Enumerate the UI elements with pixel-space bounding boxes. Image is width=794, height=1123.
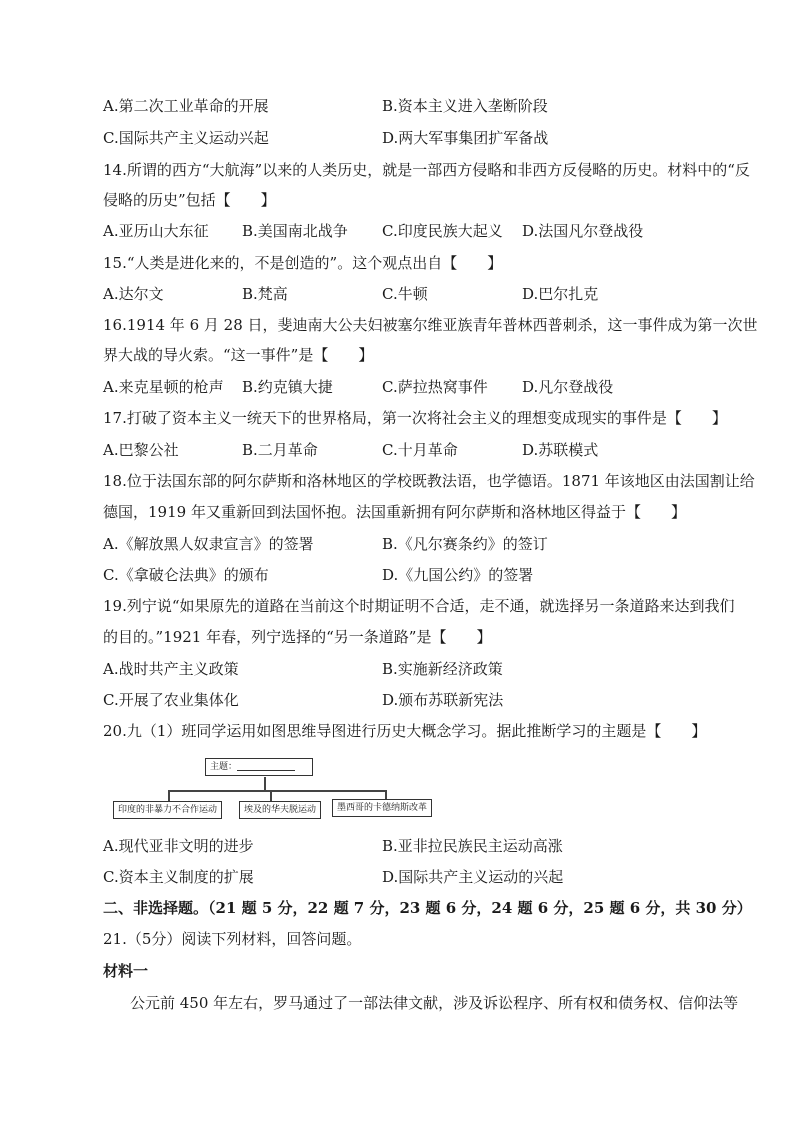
q20-stem: 20.九（1）班同学运用如图思维导图进行历史大概念学习。据此推断学习的主题是【 】	[103, 722, 707, 740]
q13-option-b: B.资本主义进入垄断阶段	[382, 97, 548, 115]
mind-map-connector-right	[385, 790, 387, 799]
mind-map-topic-blank	[237, 770, 295, 771]
q16-option-a: A.来克星顿的枪声	[103, 378, 224, 396]
q18-stem-line1: 18.位于法国东部的阿尔萨斯和洛林地区的学校既教法语，也学德语。1871 年该地区由法国割让给	[103, 472, 755, 490]
material-text: 公元前 450 年左右，罗马通过了一部法律文献，涉及诉讼程序、所有权和债务权、信仰法等	[130, 994, 739, 1012]
mind-map-topic-box	[205, 758, 313, 776]
q18-option-a: A.《解放黑人奴隶宣言》的签署	[103, 535, 314, 553]
q16-stem-line2: 界大战的导火索。“这一事件”是【 】	[103, 346, 374, 364]
mind-map-node-mexico: 墨西哥的卡德纳斯改革	[332, 799, 432, 817]
q19-option-a: A.战时共产主义政策	[103, 660, 239, 678]
mind-map-diagram	[105, 750, 575, 830]
q19-option-d: D.颁布苏联新宪法	[382, 691, 504, 709]
q15-stem: 15.“人类是进化来的，不是创造的”。这个观点出自【 】	[103, 254, 503, 272]
q18-stem-line2: 德国，1919 年又重新回到法国怀抱。法国重新拥有阿尔萨斯和洛林地区得益于【 】	[103, 503, 686, 521]
q13-option-a: A.第二次工业革命的开展	[103, 97, 269, 115]
q14-option-c: C.印度民族大起义	[382, 222, 503, 240]
q16-stem-line1: 16.1914 年 6 月 28 日，斐迪南大公夫妇被塞尔维亚族青年普林西普刺杀，这一事件成为第一次世	[103, 316, 758, 334]
q17-option-b: B.二月革命	[242, 441, 318, 459]
mind-map-connector-bar	[168, 790, 386, 792]
q15-option-a: A.达尔文	[103, 285, 164, 303]
mind-map-connector-stem	[264, 777, 266, 791]
q18-option-c: C.《拿破仑法典》的颁布	[103, 566, 269, 584]
q13-option-d: D.两大军事集团扩军备战	[382, 129, 549, 147]
q15-option-d: D.巴尔扎克	[522, 285, 599, 303]
q19-stem-line1: 19.列宁说“如果原先的道路在当前这个时期证明不合适，走不通，就选择另一条道路来达到我们	[103, 597, 735, 615]
q20-option-a: A.现代亚非文明的进步	[103, 837, 254, 855]
q20-option-b: B.亚非拉民族民主运动高涨	[382, 837, 563, 855]
q19-option-b: B.实施新经济政策	[382, 660, 503, 678]
q17-option-a: A.巴黎公社	[103, 441, 179, 459]
q17-option-c: C.十月革命	[382, 441, 458, 459]
q14-stem-line1: 14.所谓的西方“大航海”以来的人类历史，就是一部西方侵略和非西方反侵略的历史。材料中的“反	[103, 161, 750, 179]
q20-option-c: C.资本主义制度的扩展	[103, 868, 254, 886]
q16-option-b: B.约克镇大捷	[242, 378, 333, 396]
mind-map-node-egypt: 埃及的华夫脱运动	[239, 801, 321, 819]
q14-option-d: D.法国凡尔登战役	[522, 222, 644, 240]
q19-option-c: C.开展了农业集体化	[103, 691, 239, 709]
q14-option-b: B.美国南北战争	[242, 222, 348, 240]
mind-map-connector-left	[168, 790, 170, 801]
mind-map-connector-middle	[270, 790, 272, 801]
q17-option-d: D.苏联模式	[522, 441, 599, 459]
q15-option-c: C.牛顿	[382, 285, 428, 303]
material-label: 材料一	[103, 962, 149, 980]
q18-option-d: D.《九国公约》的签署	[382, 566, 534, 584]
q21-stem: 21.（5分）阅读下列材料，回答问题。	[103, 930, 362, 948]
q16-option-c: C.萨拉热窝事件	[382, 378, 488, 396]
q16-option-d: D.凡尔登战役	[522, 378, 614, 396]
q14-option-a: A.亚历山大东征	[103, 222, 209, 240]
q19-stem-line2: 的目的。”1921 年春，列宁选择的“另一条道路”是【 】	[103, 628, 492, 646]
mind-map-topic-label: 主题：	[210, 762, 238, 772]
q14-stem-line2: 侵略的历史”包括【 】	[103, 191, 276, 209]
q17-stem: 17.打破了资本主义一统天下的世界格局，第一次将社会主义的理想变成现实的事件是【 】	[103, 409, 727, 427]
section-heading: 二、非选择题。（21 题 5 分，22 题 7 分，23 题 6 分，24 题 6 分，25 题 6 分，共 30 分）	[103, 899, 752, 917]
q18-option-b: B.《凡尔赛条约》的签订	[382, 535, 548, 553]
q15-option-b: B.梵高	[242, 285, 288, 303]
q20-option-d: D.国际共产主义运动的兴起	[382, 868, 564, 886]
q13-option-c: C.国际共产主义运动兴起	[103, 129, 269, 147]
mind-map-node-india: 印度的非暴力不合作运动	[113, 801, 222, 819]
